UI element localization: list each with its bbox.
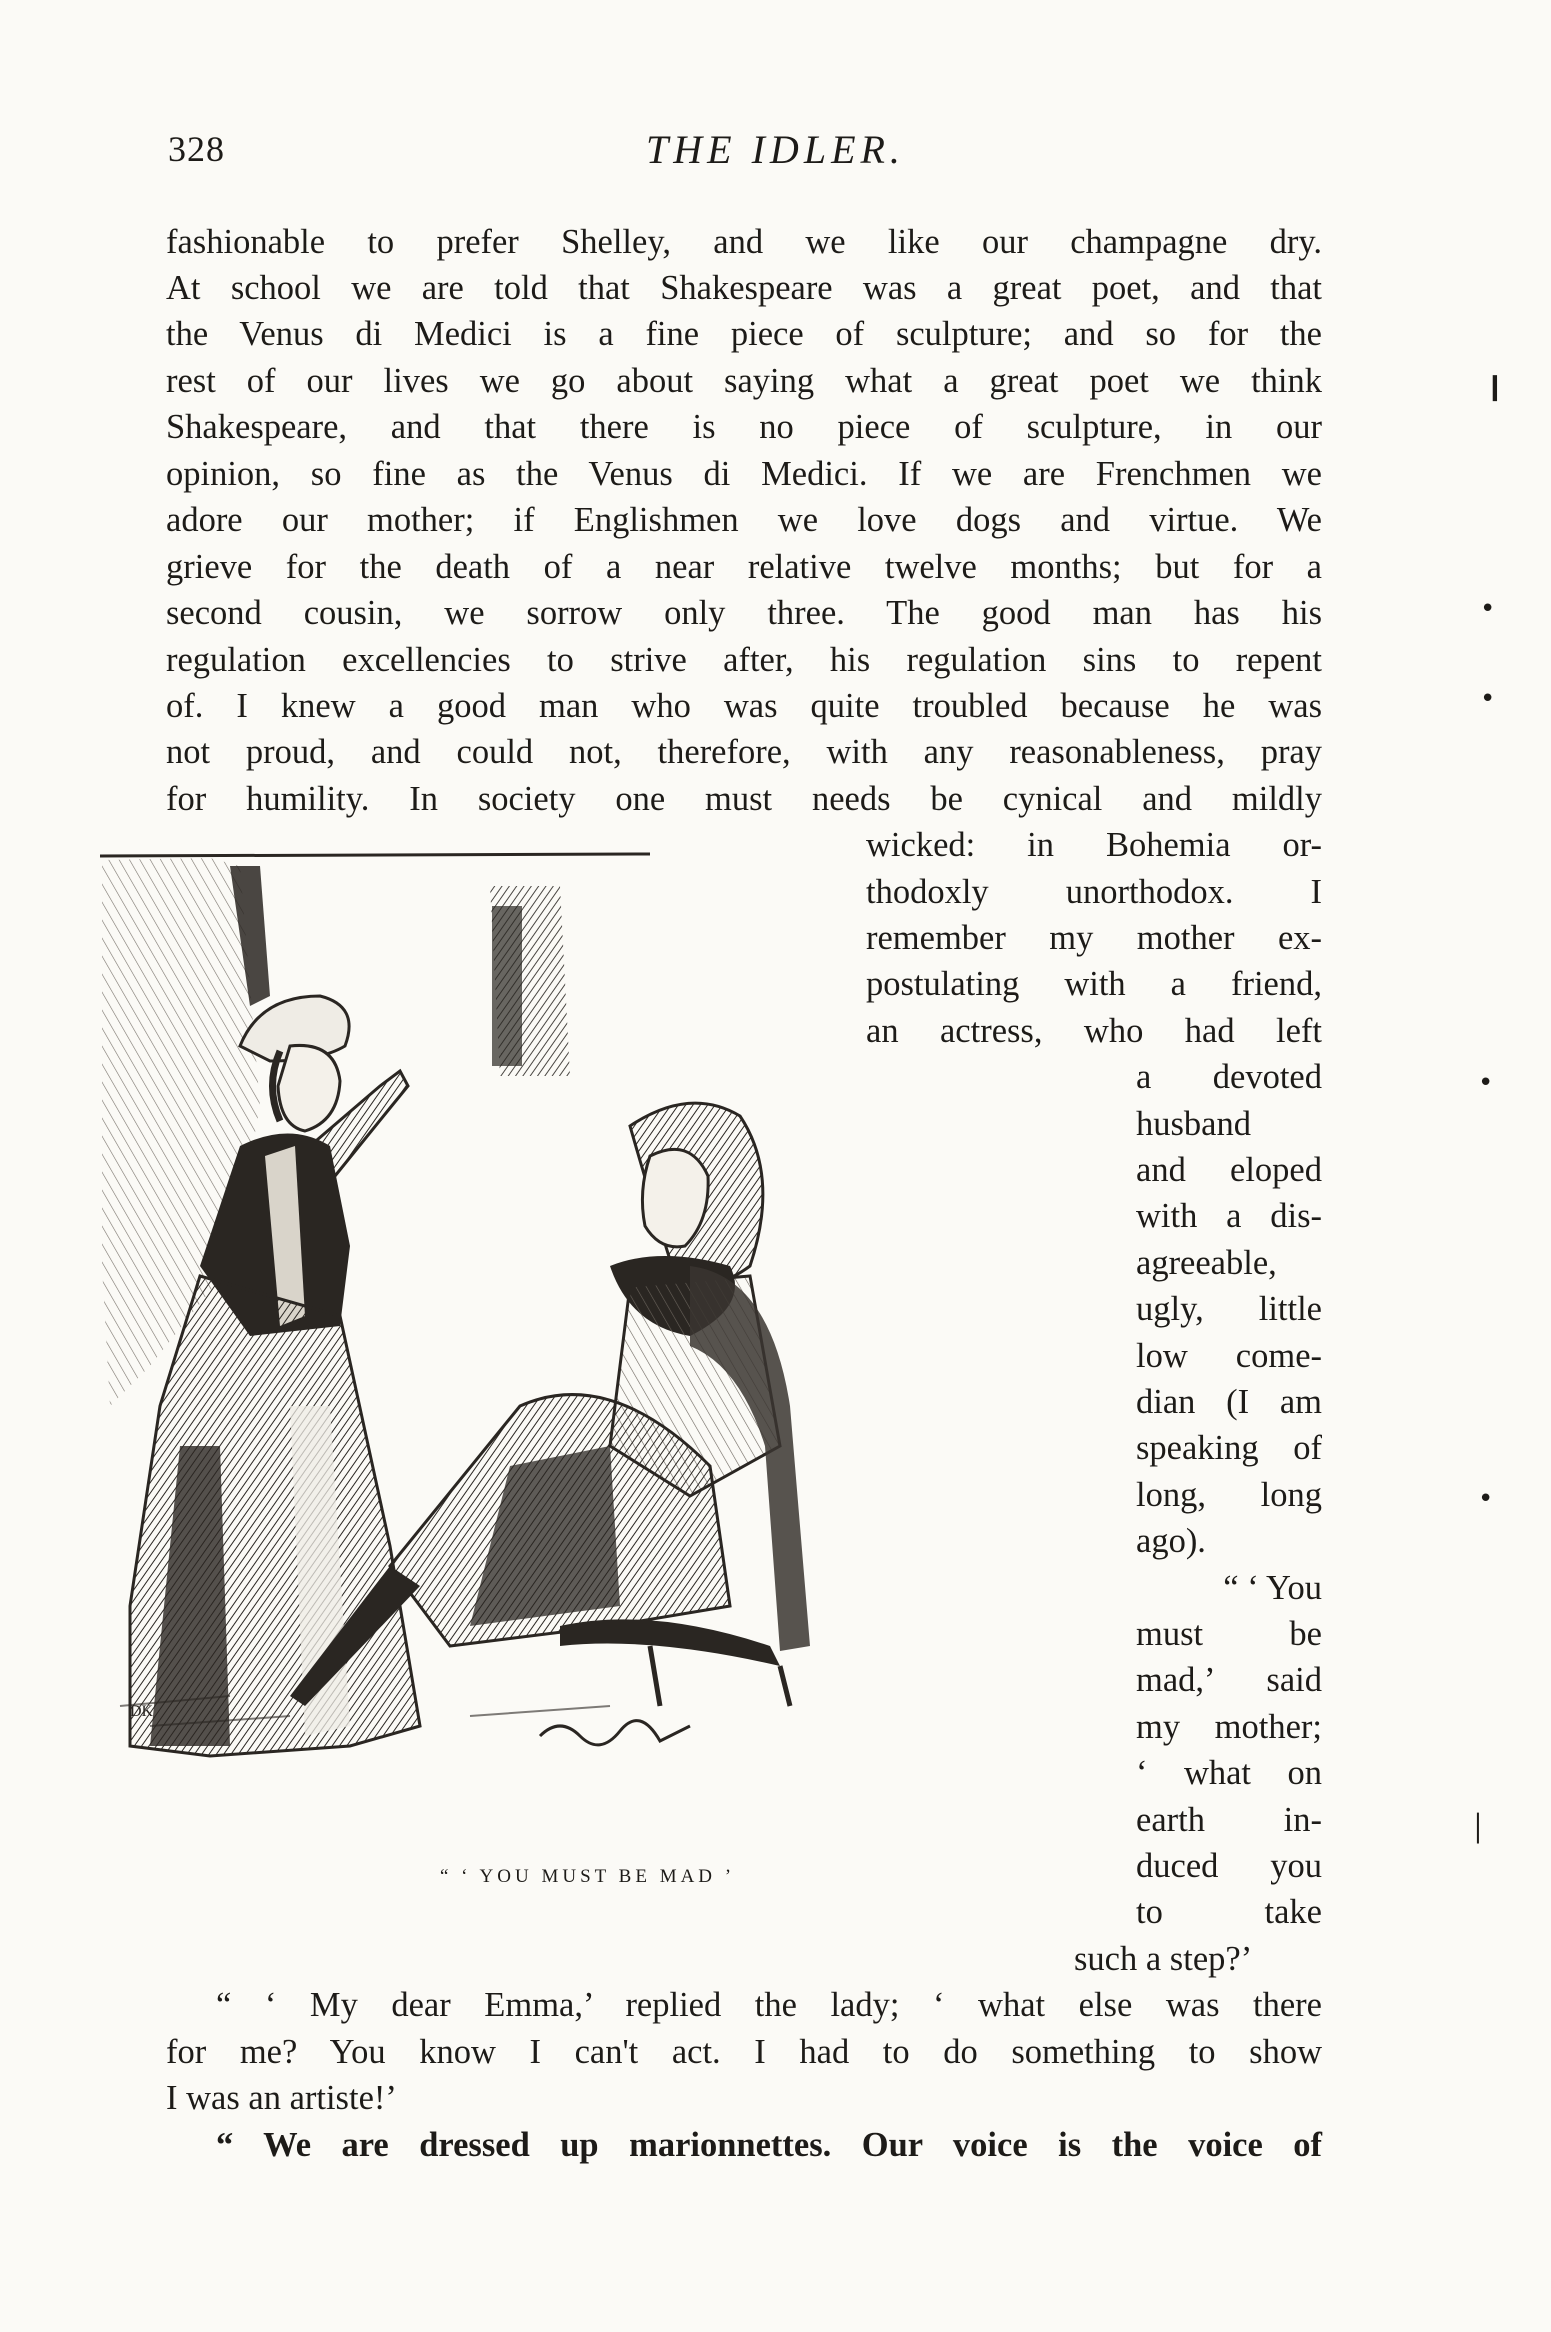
text-line: an actress, who had left xyxy=(866,1012,1322,1050)
text-line: a devoted xyxy=(1136,1058,1322,1096)
seated-woman xyxy=(290,1103,810,1706)
page-number: 328 xyxy=(168,129,225,169)
illustration-drawing xyxy=(90,846,1150,1936)
text-line: and eloped xyxy=(1136,1151,1322,1189)
text-line: for me? You know I can't act. I had to do something to show xyxy=(166,2033,1322,2071)
journal-title: THE IDLER. xyxy=(646,127,905,172)
text-line: Shakespeare, and that there is no piece of sculpture, in our xyxy=(166,408,1322,446)
margin-mark: • xyxy=(1478,1484,1494,1514)
text-line: opinion, so fine as the Venus di Medici. If we are Frenchmen we xyxy=(166,455,1322,493)
text-line: remember my mother ex- xyxy=(866,919,1322,957)
illustration xyxy=(90,846,1150,1936)
text-line: to take xyxy=(1136,1893,1322,1931)
text-line: such a step?’ xyxy=(1074,1940,1253,1978)
margin-mark: │ xyxy=(1470,1814,1486,1844)
text-line: “ ‘ You xyxy=(1223,1569,1322,1607)
text-line: rest of our lives we go about saying what a great poet we think xyxy=(166,362,1322,400)
text-line: my mother; xyxy=(1136,1708,1322,1746)
text-line: of. I knew a good man who was quite troubled because he was xyxy=(166,687,1322,725)
margin-mark: ❙ xyxy=(1484,372,1506,402)
text-line: ugly, little xyxy=(1136,1290,1322,1328)
artist-signature xyxy=(540,1721,690,1745)
text-line: not proud, and could not, therefore, with any reasonableness, pray xyxy=(166,733,1322,771)
text-line: dian (I am xyxy=(1136,1383,1322,1421)
text-line: I was an artiste!’ xyxy=(166,2079,397,2117)
illustration-caption: “ ‘ YOU MUST BE MAD ’ xyxy=(440,1866,736,1887)
text-line: mad,’ said xyxy=(1136,1661,1322,1699)
text-line: “ ‘ My dear Emma,’ replied the lady; ‘ what else was there xyxy=(216,1986,1322,2024)
text-line: the Venus di Medici is a fine piece of sculpture; and so for the xyxy=(166,315,1322,353)
text-line: second cousin, we sorrow only three. The good man has his xyxy=(166,594,1322,632)
text-line: thodoxly unorthodox. I xyxy=(866,873,1322,911)
margin-mark: • xyxy=(1480,684,1496,714)
text-line: fashionable to prefer Shelley, and we like our champagne dry. xyxy=(166,223,1322,261)
text-line: husband xyxy=(1136,1105,1251,1143)
text-line: postulating with a friend, xyxy=(866,965,1322,1003)
text-line: ago). xyxy=(1136,1522,1206,1560)
text-line: At school we are told that Shakespeare was a great poet, and that xyxy=(166,269,1322,307)
text-line: for humility. In society one must needs be cynical and mildly xyxy=(166,780,1322,818)
running-head xyxy=(0,118,1551,178)
text-line: with a dis- xyxy=(1136,1197,1322,1235)
text-line: “ We are dressed up marionnettes. Our voice is the voice of xyxy=(216,2126,1322,2164)
text-line: must be xyxy=(1136,1615,1322,1653)
text-line: grieve for the death of a near relative twelve months; but for a xyxy=(166,548,1322,586)
text-line: low come- xyxy=(1136,1337,1322,1375)
text-line: wicked: in Bohemia or- xyxy=(866,826,1322,864)
margin-mark: • xyxy=(1478,1068,1494,1098)
text-line: earth in- xyxy=(1136,1801,1322,1839)
text-line: agreeable, xyxy=(1136,1244,1277,1282)
text-line: adore our mother; if Englishmen we love dogs and virtue. We xyxy=(166,501,1322,539)
text-line: speaking of xyxy=(1136,1429,1322,1467)
text-line: long, long xyxy=(1136,1476,1322,1514)
text-line: regulation excellencies to strive after, his regulation sins to repent xyxy=(166,641,1322,679)
text-line: duced you xyxy=(1136,1847,1322,1885)
artist-monogram: DK xyxy=(130,1703,154,1720)
text-line: ‘ what on xyxy=(1136,1754,1322,1792)
margin-mark: • xyxy=(1480,594,1496,624)
frame-rule xyxy=(100,854,650,856)
